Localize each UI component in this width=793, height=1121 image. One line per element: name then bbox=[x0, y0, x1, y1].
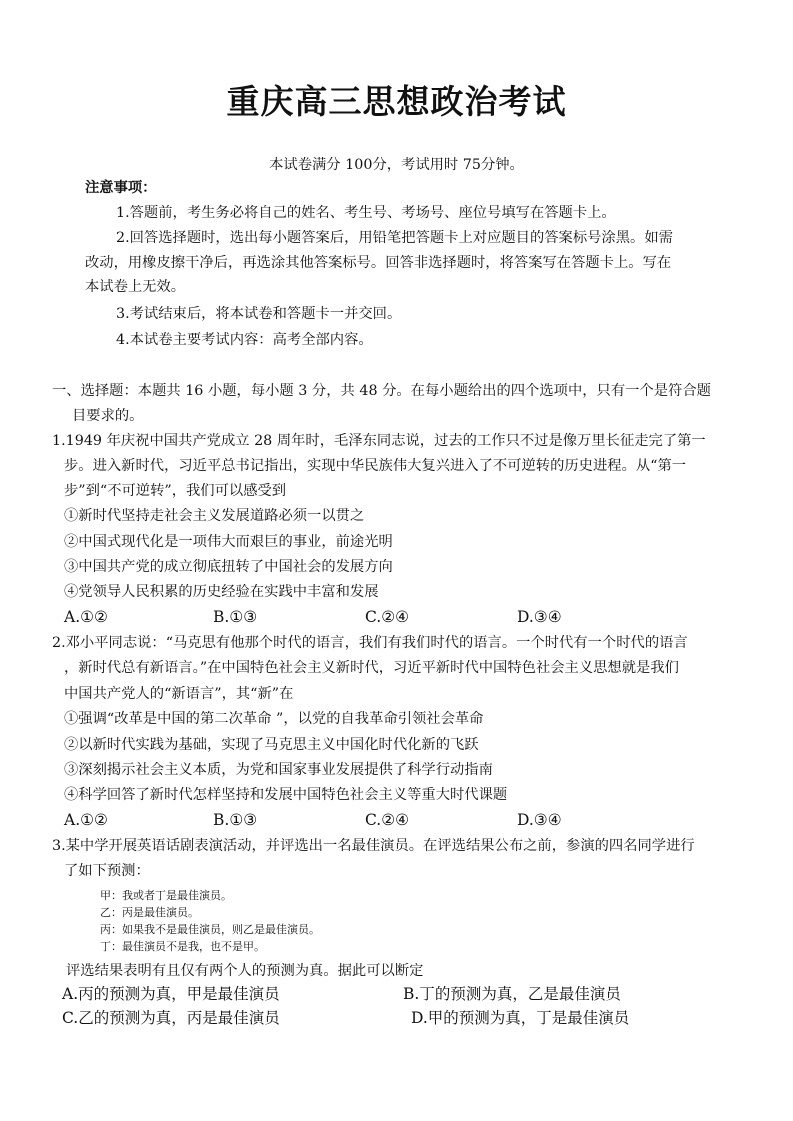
exam-title: 重庆高三思想政治考试 bbox=[226, 82, 567, 121]
question-3-conclusion: 评选结果表明有且仅有两个人的预测为真。据此可以断定 bbox=[66, 963, 424, 979]
question-2-option-c[interactable]: C.②④ bbox=[365, 811, 410, 829]
question-1-option-a[interactable]: A.①② bbox=[64, 608, 108, 626]
notice-item: 4.本试卷主要考试内容：高考全部内容。 bbox=[116, 332, 373, 348]
question-1-item: ①新时代坚持走社会主义发展道路必须一以贯之 bbox=[64, 508, 365, 524]
question-2-item: ④科学回答了新时代怎样坚持和发展中国特色社会主义等重大时代课题 bbox=[64, 787, 508, 803]
exam-subtitle: 本试卷满分 100分，考试用时 75分钟。 bbox=[269, 157, 524, 173]
question-2-item: ③深刻揭示社会主义本质，为党和国家事业发展提供了科学行动指南 bbox=[64, 762, 493, 778]
question-3-prediction: 丁：最佳演员不是我，也不是甲。 bbox=[100, 940, 265, 953]
question-3-stem: 了如下预测： bbox=[64, 863, 150, 879]
question-1-option-b[interactable]: B.①③ bbox=[213, 608, 258, 626]
question-1-item: ③中国共产党的成立彻底扭转了中国社会的发展方向 bbox=[64, 559, 393, 575]
notice-item: 1.答题前，考生务必将自己的姓名、考生号、考场号、座位号填写在答题卡上。 bbox=[116, 205, 616, 221]
question-3-option-a[interactable]: A.丙的预测为真，甲是最佳演员 bbox=[62, 985, 280, 1003]
question-3-option-d[interactable]: D.甲的预测为真，丁是最佳演员 bbox=[411, 1009, 630, 1027]
question-3-prediction: 丙：如果我不是最佳演员，则乙是最佳演员。 bbox=[100, 923, 320, 936]
question-1-stem: 1.1949 年庆祝中国共产党成立 28 周年时，毛泽东同志说，过去的工作只不过是像万里长征走完了第一 bbox=[52, 433, 706, 449]
question-1-option-c[interactable]: C.②④ bbox=[365, 608, 410, 626]
section-heading-cont: 目要求的。 bbox=[72, 408, 144, 424]
question-2-item: ①强调“改革是中国的第二次革命 ”，以党的自我革命引领社会革命 bbox=[64, 711, 484, 727]
notice-item: 2.回答选择题时，选出每小题答案后，用铅笔把答题卡上对应题目的答案标号涂黑。如需 bbox=[116, 230, 673, 246]
question-3-option-c[interactable]: C.乙的预测为真，丙是最佳演员 bbox=[62, 1009, 280, 1027]
question-2-item: ②以新时代实践为基础，实现了马克思主义中国化时代化新的飞跃 bbox=[64, 737, 479, 753]
notice-item: 3.考试结束后，将本试卷和答题卡一并交回。 bbox=[116, 306, 402, 322]
question-3-prediction: 乙：丙是最佳演员。 bbox=[100, 906, 199, 919]
question-2-stem: 2.邓小平同志说：“马克思有他那个时代的语言，我们有我们时代的语言。一个时代有一个时代的语言 bbox=[52, 635, 688, 651]
notice-item: 改动，用橡皮擦干净后，再选涂其他答案标号。回答非选择题时，将答案写在答题卡上。写在 bbox=[85, 255, 672, 271]
question-2-option-a[interactable]: A.①② bbox=[64, 811, 108, 829]
question-1-option-d[interactable]: D.③④ bbox=[517, 608, 562, 626]
notice-item: 本试卷上无效。 bbox=[85, 279, 186, 295]
section-heading: 一、选择题：本题共 16 小题，每小题 3 分，共 48 分。在每小题给出的四个选项中，只有一个是符合题 bbox=[52, 383, 711, 399]
question-3-stem: 3.某中学开展英语话剧表演活动，并评选出一名最佳演员。在评选结果公布之前，参演的四名同学进行 bbox=[52, 838, 695, 854]
question-2-stem: ，新时代总有新语言。”在中国特色社会主义新时代，习近平新时代中国特色社会主义思想就是我们 bbox=[64, 660, 679, 676]
question-3-option-b[interactable]: B.丁的预测为真，乙是最佳演员 bbox=[403, 985, 621, 1003]
question-2-option-b[interactable]: B.①③ bbox=[213, 811, 258, 829]
question-1-item: ④党领导人民积累的历史经验在实践中丰富和发展 bbox=[64, 584, 379, 600]
question-1-stem: 步。进入新时代，习近平总书记指出，实现中华民族伟大复兴进入了不可逆转的历史进程。从“第一 bbox=[64, 458, 687, 474]
question-2-option-d[interactable]: D.③④ bbox=[517, 811, 562, 829]
question-1-item: ②中国式现代化是一项伟大而艰巨的事业，前途光明 bbox=[64, 534, 393, 550]
notice-heading: 注意事项： bbox=[85, 180, 157, 196]
question-3-prediction: 甲：我或者丁是最佳演员。 bbox=[100, 889, 232, 902]
question-1-stem: 步”到“不可逆转”，我们可以感受到 bbox=[64, 483, 287, 499]
question-2-stem: 中国共产党人的“新语言”，其“新”在 bbox=[64, 686, 294, 702]
